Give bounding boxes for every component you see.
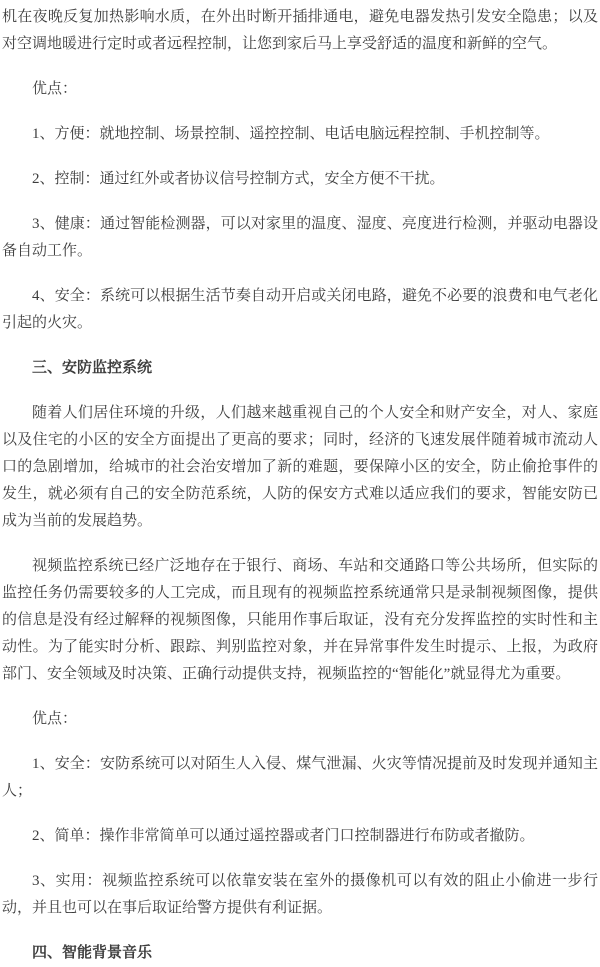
list-item: 2、简单：操作非常简单可以通过遥控器或者门口控制器进行布防或者撤防。 bbox=[32, 828, 535, 844]
list-item: 3、健康：通过智能检测器，可以对家里的温度、湿度、亮度进行检测，并驱动电器设备自动工作。 bbox=[2, 216, 598, 259]
paragraph: 优点： bbox=[32, 711, 78, 727]
list-item: 1、方便：就地控制、场景控制、遥控控制、电话电脑远程控制、手机控制等。 bbox=[32, 126, 550, 142]
list-item: 1、安全：安防系统可以对陌生人入侵、煤气泄漏、火灾等情况提前及时发现并通知主人； bbox=[2, 756, 598, 799]
list-item: 4、安全：系统可以根据生活节奏自动开启或关闭电路，避免不必要的浪费和电气老化引起的火灾。 bbox=[2, 288, 598, 331]
paragraph: 优点： bbox=[32, 81, 78, 97]
paragraph: 随着人们居住环境的升级，人们越来越重视自己的个人安全和财产安全，对人、家庭以及住宅的小区的安全方面提出了更高的要求；同时，经济的飞速发展伴随着城市流动人口的急剧增加，给城市的社会治安增加了新的难题，要保障小区的安全，防止偷抢事件的发生，就必须有自己的安全防范系统，人防的保安方式难以适应我们的要求，智能安防已成为当前的发展趋势。 bbox=[2, 405, 598, 529]
section-heading: 四、智能背景音乐 bbox=[32, 945, 153, 961]
list-item: 3、实用：视频监控系统可以依靠安装在室外的摄像机可以有效的阻止小偷进一步行动，并且也可以在事后取证给警方提供有利证据。 bbox=[2, 873, 598, 916]
paragraph: 视频监控系统已经广泛地存在于银行、商场、车站和交通路口等公共场所，但实际的监控任务仍需要较多的人工完成，而且现有的视频监控系统通常只是录制视频图像，提供的信息是没有经过解释的视频图像，只能用作事后取证，没有充分发挥监控的实时性和主动性。为了能实时分析、跟踪、判别监控对象，并在异常事件发生时提示、上报，为政府部门、安全领域及时决策、正确行动提供支持，视频监控的“智能化”就显得尤为重要。 bbox=[2, 558, 598, 682]
list-item: 2、控制：通过红外或者协议信号控制方式，安全方便不干扰。 bbox=[32, 171, 445, 187]
section-heading: 三、安防监控系统 bbox=[32, 360, 153, 376]
paragraph: 机在夜晚反复加热影响水质，在外出时断开插排通电，避免电器发热引发安全隐患；以及对空调地暖进行定时或者远程控制，让您到家后马上享受舒适的温度和新鲜的空气。 bbox=[2, 9, 598, 52]
